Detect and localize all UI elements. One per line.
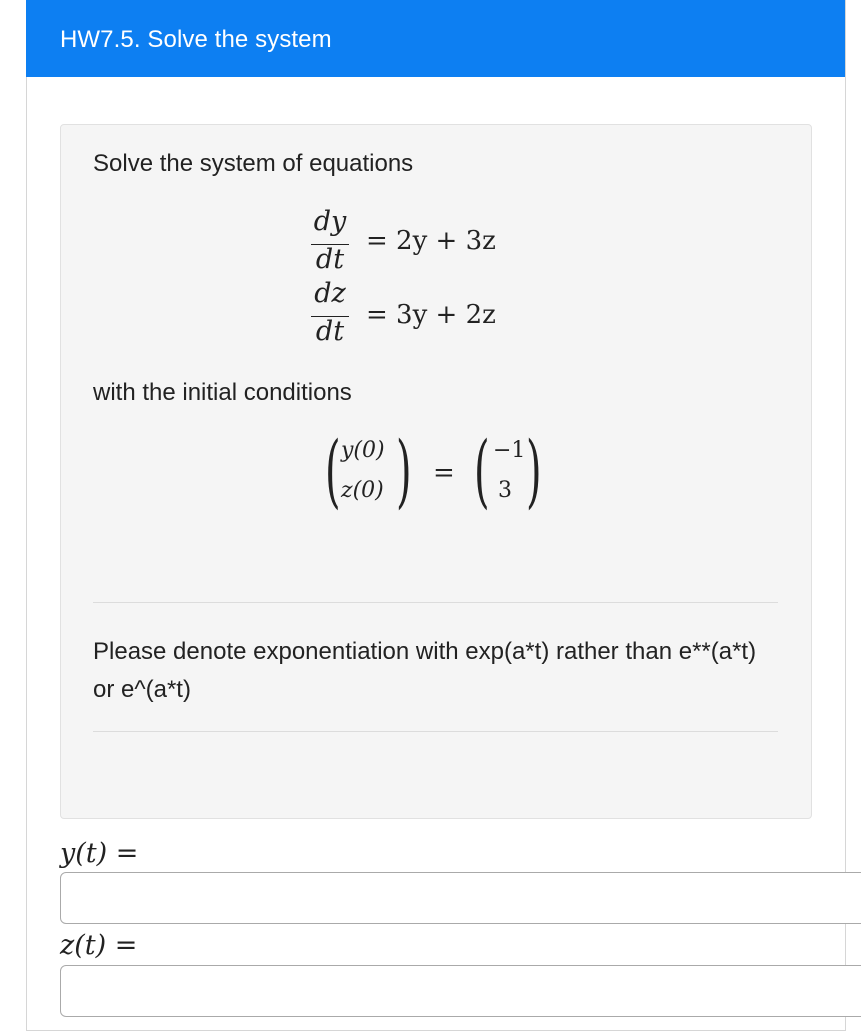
equation-1-fraction: [307, 206, 353, 286]
equation-2-denominator: dt: [315, 316, 345, 347]
equation-2-fraction: [307, 278, 353, 358]
divider: [93, 731, 778, 732]
left-paren-close: ): [396, 426, 412, 518]
answer-input-y[interactable]: [60, 872, 861, 924]
card-header: [26, 0, 845, 77]
right-paren-close: ): [526, 426, 542, 518]
equation-1-denominator: dt: [315, 244, 345, 275]
equation-2-rhs: = 3y + 2z: [366, 300, 496, 330]
divider: [93, 602, 778, 603]
vector-right-entry-2: 3: [498, 478, 512, 503]
answer-label-y: y(t) =: [60, 838, 139, 869]
initial-conditions-label: with the initial conditions: [93, 379, 352, 406]
vector-right-entry-1: −1: [493, 438, 526, 463]
equation-1-numerator: dy: [313, 206, 347, 237]
equation-1-rhs: = 2y + 3z: [366, 226, 496, 256]
right-paren-open: (: [474, 426, 490, 518]
vector-left-entry-1: y(0): [341, 438, 385, 463]
left-paren-open: (: [325, 426, 341, 518]
vector-equals: =: [433, 458, 455, 488]
answer-input-z[interactable]: [60, 965, 861, 1017]
question-intro: Solve the system of equations: [93, 150, 414, 177]
vector-left-entry-2: z(0): [341, 478, 384, 503]
answer-label-z: z(t) =: [60, 930, 138, 961]
exponent-note: Please denote exponentiation with exp(a*t) rather than e**(a*t) or e^(a*t): [93, 638, 757, 703]
question-title: HW7.5. Solve the system: [60, 26, 332, 53]
equation-2-numerator: dz: [314, 278, 346, 309]
